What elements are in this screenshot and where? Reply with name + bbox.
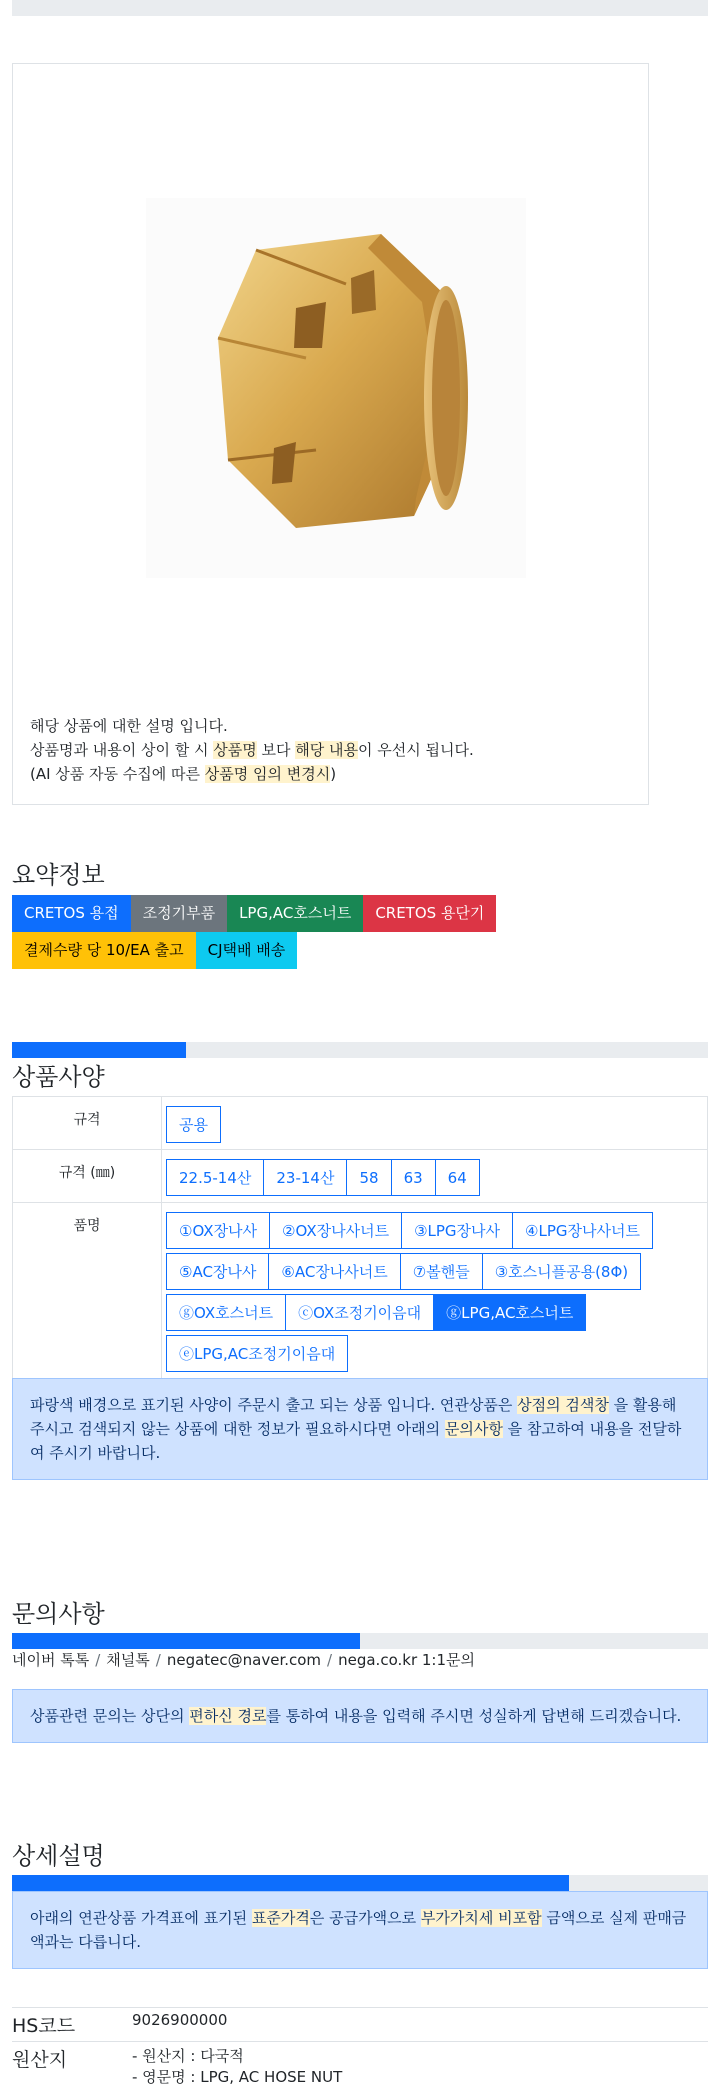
description-highlight: 해당 내용 [295, 741, 358, 759]
spec-option-button[interactable]: ②OX장나사너트 [269, 1212, 402, 1249]
spec-progress-bar [12, 1042, 708, 1058]
description-highlight: 상품명 [213, 741, 257, 759]
notice-highlight: 부가가치세 비포함 [420, 1909, 542, 1927]
notice-text: 은 공급가액으로 [309, 1909, 421, 1927]
detail-progress-fill [12, 1875, 569, 1891]
description-text: 이 우선시 됩니다. [357, 741, 474, 759]
spec-option-button[interactable]: ⓔLPG,AC조정기이음대 [166, 1335, 348, 1372]
spec-row [13, 1203, 708, 1379]
description-text: 보다 [256, 741, 296, 759]
option-group [162, 1150, 707, 1202]
contact-separator: / [327, 1651, 333, 1669]
contact-link[interactable]: negatec@naver.com [166, 1651, 322, 1669]
spec-options [162, 1150, 708, 1203]
notice-text: 을 활용해 주시고 검색되지 않는 상품에 대한 정보가 필요하시다면 아래의 [30, 1396, 677, 1438]
option-row [166, 1290, 703, 1331]
description-text: (AI 상품 자동 수집에 따른 [30, 765, 205, 783]
info-key: 원산지 [12, 2042, 132, 2091]
contact-separator: / [95, 1651, 101, 1669]
inquiry-notice [12, 1689, 708, 1743]
product-description [30, 714, 474, 786]
option-row [166, 1208, 703, 1249]
notice-text: 금액으로 실제 판매금액과는 다릅니다. [30, 1909, 687, 1951]
brass-hex-nut-image [146, 198, 526, 578]
option-row [166, 1155, 703, 1196]
summary-badges [12, 895, 572, 969]
notice-text: 상품관련 문의는 상단의 [30, 1707, 190, 1725]
spec-option-button[interactable]: ③LPG장나사 [401, 1212, 513, 1249]
spec-title: 상품사양 [12, 1063, 105, 1091]
summary-badge: 결제수량 당 10/EA 출고 [12, 932, 196, 969]
info-value-line: 9026900000 [132, 2011, 228, 2029]
spec-option-button[interactable]: 58 [346, 1159, 391, 1196]
spec-option-button[interactable]: 23-14산 [263, 1159, 347, 1196]
option-group [162, 1203, 707, 1378]
top-progress-track [12, 0, 708, 16]
contact-link[interactable]: nega.co.kr 1:1문의 [338, 1651, 475, 1669]
summary-badge: CRETOS 용단기 [363, 895, 496, 932]
description-text: ) [330, 765, 337, 783]
description-line-3 [30, 762, 474, 786]
inquiry-title: 문의사항 [12, 1600, 105, 1628]
notice-text: 아래의 연관상품 가격표에 표기된 [30, 1909, 252, 1927]
spec-option-button[interactable]: 64 [435, 1159, 480, 1196]
spec-label: 규격 [13, 1097, 162, 1150]
spec-options [162, 1097, 708, 1150]
option-row [166, 1331, 703, 1372]
summary-badge: LPG,AC호스너트 [227, 895, 363, 932]
product-image-card [12, 63, 649, 805]
info-value-line: - 원산지 : 다국적 [132, 2047, 244, 2065]
spec-option-button[interactable]: 공용 [166, 1106, 221, 1143]
spec-option-button[interactable]: ①OX장나사 [166, 1212, 270, 1249]
spec-row [13, 1150, 708, 1203]
info-value-line: - 영문명 : LPG, AC HOSE NUT [132, 2068, 343, 2086]
description-line-2 [30, 738, 474, 762]
spec-notice [12, 1378, 708, 1480]
description-text: 상품명과 내용이 상이 할 시 [30, 741, 214, 759]
info-key: HS코드 [12, 2008, 132, 2042]
option-row [166, 1102, 703, 1143]
summary-badge: CRETOS 용접 [12, 895, 131, 932]
spec-table [12, 1096, 708, 1379]
notice-highlight: 문의사항 [444, 1420, 503, 1438]
notice-text: 을 참고하여 내용을 전달하여 주시기 바랍니다. [30, 1420, 682, 1462]
contact-channels [12, 1649, 475, 1670]
spec-option-button[interactable]: ⓖLPG,AC호스너트 [433, 1294, 586, 1331]
notice-text: 를 통하여 내용을 입력해 주시면 성실하게 답변해 드리겠습니다. [266, 1707, 682, 1725]
option-group [162, 1097, 707, 1149]
spec-option-button[interactable]: ⓖOX호스너트 [166, 1294, 286, 1331]
notice-highlight: 상점의 검색창 [517, 1396, 609, 1414]
detail-notice [12, 1891, 708, 1969]
spec-label: 규격 (㎜) [13, 1150, 162, 1203]
notice-text: 파랑색 배경으로 표기된 사양이 주문시 출고 되는 상품 입니다. 연관상품은 [30, 1396, 518, 1414]
notice-highlight: 표준가격 [251, 1909, 310, 1927]
info-row [12, 2008, 708, 2042]
spec-option-button[interactable]: ⑦볼핸들 [400, 1253, 483, 1290]
detail-progress-bar [12, 1875, 708, 1891]
spec-option-button[interactable]: ⑤AC장나사 [166, 1253, 269, 1290]
spec-progress-fill [12, 1042, 186, 1058]
detail-title: 상세설명 [12, 1842, 105, 1870]
product-info-table [12, 2007, 708, 2090]
description-line-1: 해당 상품에 대한 설명 입니다. [30, 717, 228, 735]
info-value [132, 2042, 708, 2091]
spec-option-button[interactable]: ③호스니플공용(8Φ) [482, 1253, 641, 1290]
contact-separator: / [155, 1651, 161, 1669]
spec-label: 품명 [13, 1203, 162, 1379]
spec-option-button[interactable]: 63 [391, 1159, 436, 1196]
spec-row [13, 1097, 708, 1150]
contact-link[interactable]: 채널톡 [106, 1651, 150, 1669]
inquiry-progress-fill [12, 1633, 360, 1649]
info-value [132, 2008, 708, 2042]
summary-badge: CJ택배 배송 [196, 932, 298, 969]
spec-options [162, 1203, 708, 1379]
inquiry-progress-bar [12, 1633, 708, 1649]
notice-highlight: 편하신 경로 [189, 1707, 267, 1725]
spec-option-button[interactable]: ⑥AC장나사너트 [268, 1253, 400, 1290]
contact-link[interactable]: 네이버 톡톡 [12, 1651, 90, 1669]
summary-badge: 조정기부품 [131, 895, 227, 932]
spec-option-button[interactable]: ⓒOX조정기이음대 [285, 1294, 434, 1331]
description-highlight: 상품명 임의 변경시 [204, 765, 331, 783]
info-row [12, 2042, 708, 2091]
spec-option-button[interactable]: 22.5-14산 [166, 1159, 264, 1196]
summary-title: 요약정보 [12, 861, 105, 889]
option-row [166, 1249, 703, 1290]
spec-option-button[interactable]: ④LPG장나사너트 [512, 1212, 653, 1249]
